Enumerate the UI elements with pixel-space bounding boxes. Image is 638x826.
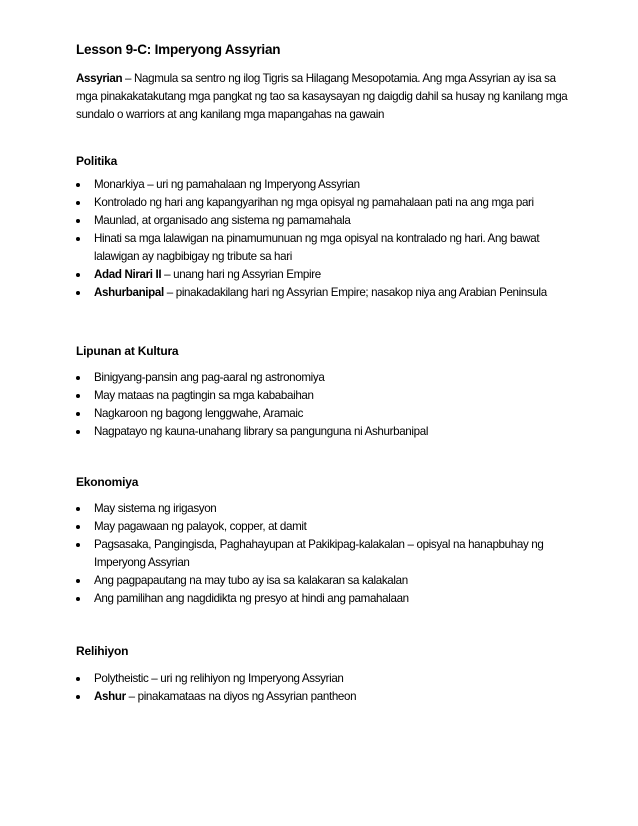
bullet-icon (76, 597, 80, 601)
bullet-icon (76, 579, 80, 583)
section-heading-politika: Politika (76, 154, 118, 168)
list-item: Pagsasaka, Pangingisda, Paghahayupan at Pakikipag-kalakalan – opisyal na hanapbuhay ng Imperyong Assyrian (76, 536, 576, 572)
intro-term: Assyrian (76, 72, 123, 85)
bullet-icon (76, 507, 80, 511)
list-item: Kontrolado ng hari ang kapangyarihan ng mga opisyal ng pamahalaan pati na ang mga pari (76, 194, 576, 212)
list-item: Monarkiya – uri ng pamahalaan ng Imperyong Assyrian (76, 176, 576, 194)
list-item: Maunlad, at organisado ang sistema ng pamamahala (76, 212, 576, 230)
list-item: Ashur – pinakamataas na diyos ng Assyrian pantheon (76, 688, 576, 706)
bullet-icon (76, 376, 80, 380)
intro-paragraph (76, 70, 576, 124)
list-item: Nagkaroon ng bagong lenggwahe, Aramaic (76, 405, 576, 423)
bullet-icon (76, 394, 80, 398)
list-item: Adad Nirari II – unang hari ng Assyrian Empire (76, 266, 576, 284)
bullet-icon (76, 525, 80, 529)
list-item: May mataas na pagtingin sa mga kababaihan (76, 387, 576, 405)
bullet-icon (76, 543, 80, 547)
bullet-icon (76, 219, 80, 223)
list-item: May sistema ng irigasyon (76, 500, 576, 518)
list-item: Ang pagpapautang na may tubo ay isa sa kalakaran sa kalakalan (76, 572, 576, 590)
list-item: Hinati sa mga lalawigan na pinamumunuan ng mga opisyal na kontralado ng hari. Ang bawat lalawigan ay nagbibigay ng tribute sa hari (76, 230, 576, 266)
lesson-title: Lesson 9-C: Imperyong Assyrian (76, 42, 281, 57)
bullet-icon (76, 291, 80, 295)
list-item: Ang pamilihan ang nagdidikta ng presyo at hindi ang pamahalaan (76, 590, 576, 608)
relihiyon-list (76, 670, 576, 706)
bullet-icon (76, 183, 80, 187)
list-item: Ashurbanipal – pinakadakilang hari ng Assyrian Empire; nasakop niya ang Arabian Peninsula (76, 284, 576, 302)
bullet-icon (76, 201, 80, 205)
list-item: May pagawaan ng palayok, copper, at damit (76, 518, 576, 536)
list-item: Nagpatayo ng kauna-unahang library sa pangunguna ni Ashurbanipal (76, 423, 576, 441)
section-heading-ekonomiya: Ekonomiya (76, 475, 139, 489)
section-heading-relihiyon: Relihiyon (76, 644, 129, 658)
bullet-icon (76, 273, 80, 277)
lipunan-list (76, 369, 576, 441)
bullet-icon (76, 412, 80, 416)
list-item: Binigyang-pansin ang pag-aaral ng astronomiya (76, 369, 576, 387)
bullet-icon (76, 430, 80, 434)
bullet-icon (76, 237, 80, 241)
bullet-icon (76, 677, 80, 681)
section-heading-lipunan: Lipunan at Kultura (76, 344, 179, 358)
list-item: Polytheistic – uri ng relihiyon ng Imperyong Assyrian (76, 670, 576, 688)
ekonomiya-list (76, 500, 576, 608)
politika-list (76, 176, 576, 302)
intro-text: – Nagmula sa sentro ng ilog Tigris sa Hilagang Mesopotamia. Ang mga Assyrian ay isa sa mga pinakakatakutang mga pangkat ng tao sa kasaysayan ng daigdig dahil sa husay ng kanilang mga sundalo o warriors at ang kanilang mga mapangahas na gawain (76, 72, 568, 121)
bullet-icon (76, 695, 80, 699)
